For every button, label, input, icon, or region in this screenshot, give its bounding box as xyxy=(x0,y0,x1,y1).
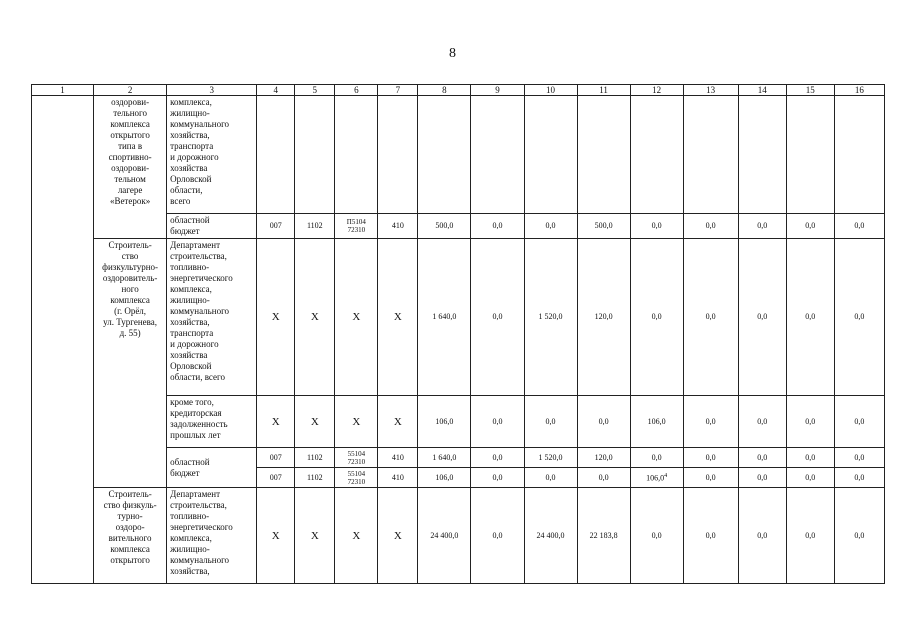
cell: 0,0 xyxy=(524,214,577,239)
cell: 0,0 xyxy=(683,396,738,448)
col-header: 4 xyxy=(257,85,295,96)
cell: 24 400,0 xyxy=(524,488,577,584)
cell: 0,0 xyxy=(834,448,884,468)
cell: 500,0 xyxy=(418,214,471,239)
cell: 007 xyxy=(257,468,295,488)
cell: X xyxy=(295,488,335,584)
cell: 22 183,8 xyxy=(577,488,630,584)
budget-table xyxy=(31,84,885,584)
footnote-mark: 4 xyxy=(664,473,668,480)
cell: 0,0 xyxy=(524,468,577,488)
cell: X xyxy=(378,239,418,396)
cell: 0,0 xyxy=(577,396,630,448)
agency-name: Департамент строительства, топливно- энергетического комплекса, жилищно- коммунального хозяйства, xyxy=(167,488,257,584)
cell: 0,0 xyxy=(834,468,884,488)
agency-name: комплекса, жилищно- коммунального хозяйства, транспорта и дорожного хозяйства Орловской области, всего xyxy=(167,96,257,214)
col-header: 7 xyxy=(378,85,418,96)
cell: 0,0 xyxy=(738,239,786,396)
col-header: 12 xyxy=(630,85,683,96)
agency-name: Департамент строительства, топливно- энергетического комплекса, жилищно- коммунального хозяйства, транспорта и дорожного хозяйства Орловской области, всего xyxy=(167,239,257,396)
cell: X xyxy=(295,396,335,448)
cell: 007 xyxy=(257,448,295,468)
cell: 120,0 xyxy=(577,448,630,468)
cell: 0,0 xyxy=(524,396,577,448)
cell: 106,0 xyxy=(630,396,683,448)
cell: 0,0 xyxy=(683,239,738,396)
col-header: 14 xyxy=(738,85,786,96)
cell: X xyxy=(257,488,295,584)
cell: 0,0 xyxy=(834,214,884,239)
cell: X xyxy=(295,239,335,396)
col-header: 15 xyxy=(786,85,834,96)
cell: 0,0 xyxy=(683,214,738,239)
cell: 0,0 xyxy=(471,488,524,584)
cell: 1102 xyxy=(295,448,335,468)
cell: X xyxy=(335,239,378,396)
cell: X xyxy=(378,396,418,448)
cell: 0,0 xyxy=(834,396,884,448)
cell: 0,0 xyxy=(738,214,786,239)
cell: 0,0 xyxy=(471,239,524,396)
cell: 500,0 xyxy=(577,214,630,239)
cell: 0,0 xyxy=(786,239,834,396)
cell: 0,0 xyxy=(471,468,524,488)
cell: 0,0 xyxy=(630,488,683,584)
object-name: Строитель- ство физкультурно- оздоровитель- ного комплекса (г. Орёл, ул. Тургенева, д. 55) xyxy=(94,239,167,488)
cell: 0,0 xyxy=(786,214,834,239)
table-row xyxy=(32,239,885,396)
cell: 0,0 xyxy=(834,239,884,396)
cell: 0,0 xyxy=(471,396,524,448)
table-row xyxy=(32,488,885,584)
cell: 106,0 xyxy=(418,396,471,448)
col-header: 2 xyxy=(94,85,167,96)
col-header: 10 xyxy=(524,85,577,96)
cell: X xyxy=(335,488,378,584)
cell-value: 106,0 xyxy=(646,473,665,483)
cell: 1 520,0 xyxy=(524,448,577,468)
col-header: 16 xyxy=(834,85,884,96)
cell: X xyxy=(257,239,295,396)
budget-label: областной бюджет xyxy=(167,214,257,239)
header-row xyxy=(32,85,885,96)
cell: 0,0 xyxy=(738,448,786,468)
cell: 0,0 xyxy=(577,468,630,488)
cell: 0,0 xyxy=(786,396,834,448)
cell: 1 640,0 xyxy=(418,448,471,468)
cell: 1 520,0 xyxy=(524,239,577,396)
cell: 0,0 xyxy=(786,448,834,468)
col-header: 1 xyxy=(32,85,94,96)
col-header: 3 xyxy=(167,85,257,96)
object-name: оздорови- тельного комплекса открытого типа в спортивно- оздорови- тельном лагере «Ветерок» xyxy=(94,96,167,239)
cell: 0,0 xyxy=(630,239,683,396)
cell: 106,0 xyxy=(418,468,471,488)
cell: 0,0 xyxy=(471,448,524,468)
col-header: 11 xyxy=(577,85,630,96)
cell: 0,0 xyxy=(471,214,524,239)
cell: 0,0 xyxy=(630,448,683,468)
empty-cell xyxy=(32,96,94,584)
cell: 0,0 xyxy=(683,488,738,584)
cell: 55104 72310 xyxy=(335,468,378,488)
cell: 0,0 xyxy=(738,468,786,488)
page-number: 8 xyxy=(449,46,456,61)
cell: X xyxy=(257,396,295,448)
cell: X xyxy=(378,488,418,584)
cell: 0,0 xyxy=(738,488,786,584)
arrears-label: кроме того, кредиторская задолженность прошлых лет xyxy=(167,396,257,448)
cell: 1102 xyxy=(295,214,335,239)
cell: 0,0 xyxy=(683,448,738,468)
cell xyxy=(630,468,683,488)
cell: 410 xyxy=(378,468,418,488)
cell: 0,0 xyxy=(683,468,738,488)
object-name: Строитель- ство физкуль- турно- оздоро- вительного комплекса открытого xyxy=(94,488,167,584)
cell: X xyxy=(335,396,378,448)
col-header: 8 xyxy=(418,85,471,96)
cell: 1102 xyxy=(295,468,335,488)
cell: 55104 72310 xyxy=(335,448,378,468)
cell: 24 400,0 xyxy=(418,488,471,584)
cell: 0,0 xyxy=(630,214,683,239)
cell: 1 640,0 xyxy=(418,239,471,396)
cell: 0,0 xyxy=(738,396,786,448)
budget-label: областной бюджет xyxy=(167,448,257,488)
table-row xyxy=(32,96,885,214)
cell: 120,0 xyxy=(577,239,630,396)
cell: 0,0 xyxy=(834,488,884,584)
cell: 0,0 xyxy=(786,468,834,488)
col-header: 9 xyxy=(471,85,524,96)
col-header: 6 xyxy=(335,85,378,96)
col-header: 5 xyxy=(295,85,335,96)
cell: 007 xyxy=(257,214,295,239)
cell: П5104 72310 xyxy=(335,214,378,239)
cell: 0,0 xyxy=(786,488,834,584)
cell: 410 xyxy=(378,214,418,239)
cell: 410 xyxy=(378,448,418,468)
col-header: 13 xyxy=(683,85,738,96)
